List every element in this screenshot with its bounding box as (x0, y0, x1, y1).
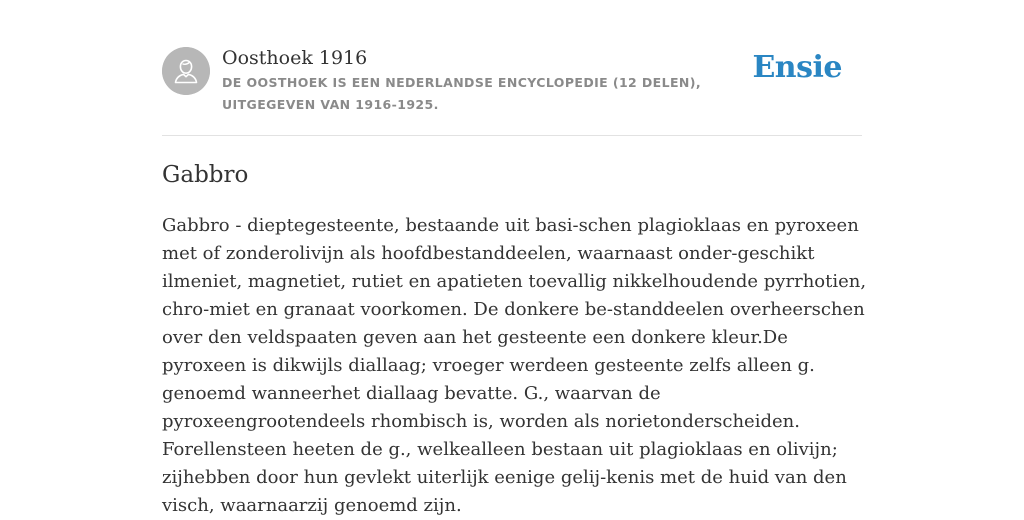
entry-body: Gabbro - dieptegesteente, bestaande uit basi-schen plagioklaas en pyroxeen met of zonderolivijn als hoofdbestanddeelen, waarnaast onder-geschikt ilmeniet, magnetiet, rutiet en apatieten toevallig nikkelhoudende pyrrhotien, chro-miet en granaat voorkomen. De donkere be-standdeelen overheerschen over den veldspaaten geven aan het gesteente een donkere kleur.De pyroxeen is dikwijls diallaag; vroeger werdeen gesteente zelfs alleen g. genoemd wanneerhet diallaag bevatte. G., waarvan de pyroxeengrootendeels rhombisch is, worden als norietonderscheiden. Forellensteen heeten de g., welkealleen bestaan uit plagioklaas en olivijn; zijhebben door hun gevlekt uiterlijk eenige gelij-kenis met de huid van den visch, waarnaarzij genoemd zijn. (162, 215, 867, 516)
ensie-logo[interactable]: Ensie (752, 50, 842, 85)
source-header (162, 0, 862, 136)
source-description: DE OOSTHOEK IS EEN NEDERLANDSE ENCYCLOPEDIE (12 DELEN), UITGEGEVEN VAN 1916-1925. (222, 75, 702, 112)
user-silhouette-icon (162, 47, 210, 95)
user-avatar-icon[interactable] (162, 47, 210, 95)
page-container (162, 0, 867, 516)
entry-title: Gabbro (162, 162, 249, 188)
source-info (222, 46, 762, 116)
source-title[interactable]: Oosthoek 1916 (222, 47, 368, 69)
